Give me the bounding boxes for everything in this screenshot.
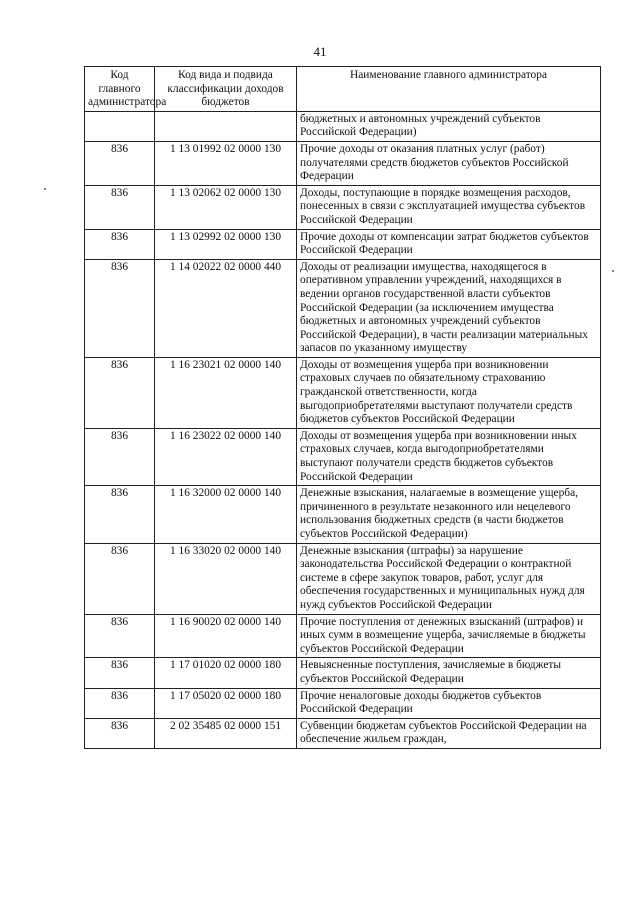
table-row xyxy=(85,543,601,614)
classification-code-cell: 1 13 01992 02 0000 130 xyxy=(155,141,297,185)
admin-code-cell: 836 xyxy=(85,259,155,357)
classification-code-cell: 1 16 33020 02 0000 140 xyxy=(155,543,297,614)
admin-code-cell: 836 xyxy=(85,543,155,614)
admin-code-cell: 836 xyxy=(85,614,155,658)
administrator-name-cell: Прочие доходы от оказания платных услуг (работ) получателями средств бюджетов субъектов Российской Федерации xyxy=(297,141,601,185)
scan-speck xyxy=(44,188,46,190)
table-row xyxy=(85,229,601,259)
admin-code-cell: 836 xyxy=(85,718,155,748)
administrator-name-cell: Доходы от возмещения ущерба при возникновении иных страховых случаев, когда выгодоприобретателями выступают получатели средств бюджетов субъектов Российской Федерации xyxy=(297,428,601,485)
classification-code-cell: 1 17 01020 02 0000 180 xyxy=(155,658,297,688)
administrator-name-cell: бюджетных и автономных учреждений субъектов Российской Федерации) xyxy=(297,111,601,141)
classification-code-cell: 1 17 05020 02 0000 180 xyxy=(155,688,297,718)
table-row xyxy=(85,718,601,748)
table-row xyxy=(85,428,601,485)
administrator-name-cell: Прочие доходы от компенсации затрат бюджетов субъектов Российской Федерации xyxy=(297,229,601,259)
revenue-classification-table xyxy=(84,66,601,749)
administrator-name-cell: Доходы от возмещения ущерба при возникновении страховых случаев по обязательному страхованию гражданской ответственности, когда выгодоприобретателями выступают получатели средств бюджетов субъектов Российской Федерации xyxy=(297,357,601,428)
admin-code-cell: 836 xyxy=(85,185,155,229)
table-row xyxy=(85,614,601,658)
classification-code-cell: 1 16 23021 02 0000 140 xyxy=(155,357,297,428)
classification-code-cell: 1 13 02992 02 0000 130 xyxy=(155,229,297,259)
table-row xyxy=(85,486,601,543)
administrator-name-cell: Доходы от реализации имущества, находящегося в оперативном управлении учреждений, находящихся в ведении органов государственной власти субъектов Российской Федерации (за исключением имущества бюджетных и автономных учреждений субъектов Российской Федерации), в части реализации материальных запасов по указанному имуществу xyxy=(297,259,601,357)
table-row xyxy=(85,141,601,185)
classification-code-cell: 1 13 02062 02 0000 130 xyxy=(155,185,297,229)
header-classification-code: Код вида и подвида классификации доходов бюджетов xyxy=(155,67,297,112)
table-row xyxy=(85,185,601,229)
admin-code-cell: 836 xyxy=(85,658,155,688)
header-administrator-name: Наименование главного администратора xyxy=(297,67,601,112)
admin-code-cell xyxy=(85,111,155,141)
header-admin-code: Код главного администратора xyxy=(85,67,155,112)
continuation-row xyxy=(85,111,601,141)
administrator-name-cell: Невыясненные поступления, зачисляемые в бюджеты субъектов Российской Федерации xyxy=(297,658,601,688)
table-header-row xyxy=(85,67,601,112)
table-row xyxy=(85,688,601,718)
classification-code-cell xyxy=(155,111,297,141)
administrator-name-cell: Субвенции бюджетам субъектов Российской Федерации на обеспечение жильем граждан, xyxy=(297,718,601,748)
administrator-name-cell: Денежные взыскания (штрафы) за нарушение законодательства Российской Федерации о контрактной системе в сфере закупок товаров, работ, услуг для обеспечения государственных и муниципальных нужд для нужд субъектов Российской Федерации xyxy=(297,543,601,614)
table-row xyxy=(85,259,601,357)
page-number: 41 xyxy=(313,44,327,59)
scan-speck xyxy=(612,270,614,272)
admin-code-cell: 836 xyxy=(85,141,155,185)
classification-code-cell: 1 16 23022 02 0000 140 xyxy=(155,428,297,485)
classification-code-cell: 1 16 32000 02 0000 140 xyxy=(155,486,297,543)
classification-code-cell: 2 02 35485 02 0000 151 xyxy=(155,718,297,748)
administrator-name-cell: Прочие поступления от денежных взысканий (штрафов) и иных сумм в возмещение ущерба, зачисляемые в бюджеты субъектов Российской Федерации xyxy=(297,614,601,658)
administrator-name-cell: Денежные взыскания, налагаемые в возмещение ущерба, причиненного в результате незаконного или нецелевого использования бюджетных средств (в части бюджетов субъектов Российской Федерации) xyxy=(297,486,601,543)
table-row xyxy=(85,658,601,688)
classification-code-cell: 1 16 90020 02 0000 140 xyxy=(155,614,297,658)
classification-code-cell: 1 14 02022 02 0000 440 xyxy=(155,259,297,357)
admin-code-cell: 836 xyxy=(85,229,155,259)
administrator-name-cell: Прочие неналоговые доходы бюджетов субъектов Российской Федерации xyxy=(297,688,601,718)
admin-code-cell: 836 xyxy=(85,357,155,428)
admin-code-cell: 836 xyxy=(85,688,155,718)
admin-code-cell: 836 xyxy=(85,428,155,485)
administrator-name-cell: Доходы, поступающие в порядке возмещения расходов, понесенных в связи с эксплуатацией имущества субъектов Российской Федерации xyxy=(297,185,601,229)
admin-code-cell: 836 xyxy=(85,486,155,543)
table-row xyxy=(85,357,601,428)
